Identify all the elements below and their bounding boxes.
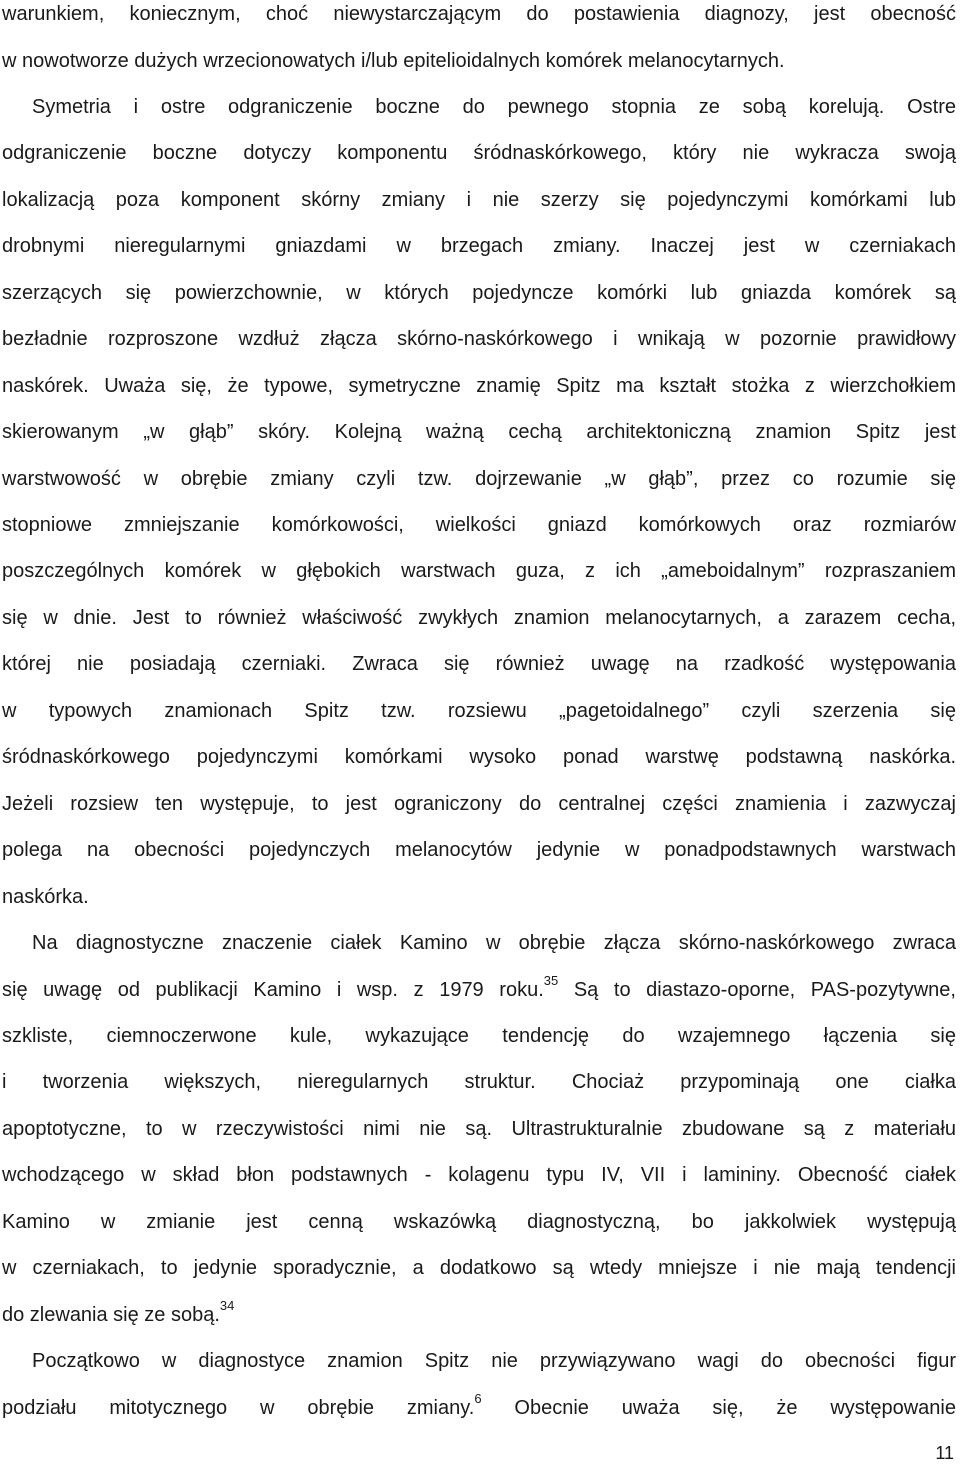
line-text: do zlewania się ze sobą.: [2, 1303, 220, 1326]
line-text: szerzących się powierzchownie, w których pojedyncze komórki lub gniazda komórek są: [2, 281, 956, 304]
page-number: 11: [935, 1443, 954, 1463]
text-line: [32, 1349, 956, 1373]
text-line: [2, 745, 956, 769]
text-line: [2, 49, 956, 73]
text-line: [2, 374, 956, 398]
text-line: [2, 1390, 956, 1420]
text-line: [2, 1210, 956, 1234]
footnote-reference: 6: [474, 1390, 482, 1406]
line-text: bezładnie rozproszone wzdłuż złącza skórno-naskórkowego i wnikają w pozornie prawidłowy: [2, 328, 956, 351]
line-text-continued: Obecnie uważa się, że występowanie: [481, 1396, 956, 1419]
text-line: [2, 188, 956, 212]
line-text: szkliste, ciemnoczerwone kule, wykazujące tendencję do wzajemnego łączenia się: [2, 1024, 956, 1047]
line-text: skierowanym „w głąb” skóry. Kolejną ważną cechą architektoniczną znamion Spitz jest: [2, 421, 956, 444]
line-text: stopniowe zmniejszanie komórkowości, wielkości gniazd komórkowych oraz rozmiarów: [2, 514, 956, 536]
text-line: [2, 606, 956, 630]
text-line: [2, 1117, 956, 1141]
line-text: lokalizacją poza komponent skórny zmiany i nie szerzy się pojedynczymi komórkami lub: [2, 188, 956, 211]
text-line: [2, 699, 956, 723]
text-line: [2, 2, 956, 26]
text-line: [2, 1024, 956, 1048]
line-text-continued: Są to diastazo-oporne, PAS-pozytywne,: [558, 978, 956, 1001]
text-line: [2, 420, 956, 444]
text-line: [2, 327, 956, 351]
line-text: apoptotyczne, to w rzeczywistości nimi nie są. Ultrastrukturalnie zbudowane są z materiału: [2, 1117, 956, 1140]
line-text: warstwowość w obrębie zmiany czyli tzw. dojrzewanie „w głąb”, przez co rozumie się: [2, 467, 956, 490]
text-line: [2, 1297, 956, 1327]
text-line: [2, 1163, 956, 1187]
footnote-reference: 35: [543, 972, 559, 988]
line-text: w typowych znamionach Spitz tzw. rozsiewu „pagetoidalnego” czyli szerzenia się: [2, 699, 956, 722]
line-text: Jeżeli rozsiew ten występuje, to jest ograniczony do centralnej części znamienia i zazwyczaj: [2, 792, 956, 815]
line-text: Początkowo w diagnostyce znamion Spitz nie przywiązywano wagi do obecności figur: [32, 1350, 956, 1373]
line-text: naskórka.: [2, 885, 89, 908]
line-text: której nie posiadają czerniaki. Zwraca się również uwagę na rzadkość występowania: [2, 653, 956, 676]
text-line: [2, 559, 956, 583]
line-text: warunkiem, koniecznym, choć niewystarczającym do postawienia diagnozy, jest obecność: [2, 3, 956, 25]
text-line: [32, 95, 956, 119]
line-text: podziału mitotycznego w obrębie zmiany.: [2, 1396, 475, 1419]
line-text: Na diagnostyczne znaczenie ciałek Kamino w obrębie złącza skórno-naskórkowego zwraca: [32, 932, 956, 954]
line-text: drobnymi nieregularnymi gniazdami w brzegach zmiany. Inaczej jest w czerniakach: [2, 235, 956, 258]
text-line: [2, 467, 956, 491]
text-line: [2, 792, 956, 816]
line-text: się w dnie. Jest to również właściwość zwykłych znamion melanocytarnych, a zarazem cecha,: [2, 606, 956, 629]
line-text: naskórek. Uważa się, że typowe, symetryczne znamię Spitz ma kształt stożka z wierzchołkiem: [2, 374, 956, 397]
text-line: [32, 931, 956, 955]
text-line: [2, 1256, 956, 1280]
line-text: wchodzącego w skład błon podstawnych - kolagenu typu IV, VII i lamininy. Obecność ciałek: [2, 1164, 956, 1187]
text-line: [2, 972, 956, 1002]
line-text: Kamino w zmianie jest cenną wskazówką diagnostyczną, bo jakkolwiek występują: [2, 1210, 956, 1233]
footnote-reference: 34: [219, 1297, 235, 1313]
line-text: w czerniakach, to jedynie sporadycznie, a dodatkowo są wtedy mniejsze i nie mają tendencji: [2, 1257, 956, 1280]
line-text: i tworzenia większych, nieregularnych struktur. Chociaż przypominają one ciałka: [2, 1071, 956, 1094]
line-text: w nowotworze dużych wrzecionowatych i/lub epitelioidalnych komórek melanocytarnych.: [2, 49, 785, 72]
text-line: [2, 141, 956, 165]
line-text: się uwagę od publikacji Kamino i wsp. z 1979 roku.: [2, 978, 544, 1001]
line-text: śródnaskórkowego pojedynczymi komórkami wysoko ponad warstwę podstawną naskórka.: [2, 746, 956, 769]
text-line: [2, 652, 956, 676]
text-line: [2, 234, 956, 258]
text-line: [2, 281, 956, 305]
text-line: [2, 838, 956, 862]
line-text: poszczególnych komórek w głębokich warstwach guza, z ich „ameboidalnym” rozpraszaniem: [2, 560, 956, 583]
text-line: [2, 885, 956, 909]
line-text: polega na obecności pojedynczych melanocytów jedynie w ponadpodstawnych warstwach: [2, 839, 956, 862]
text-line: [2, 1070, 956, 1094]
text-line: [2, 513, 956, 537]
line-text: odgraniczenie boczne dotyczy komponentu śródnaskórkowego, który nie wykracza swoją: [2, 142, 956, 165]
line-text: Symetria i ostre odgraniczenie boczne do pewnego stopnia ze sobą korelują. Ostre: [32, 95, 956, 118]
